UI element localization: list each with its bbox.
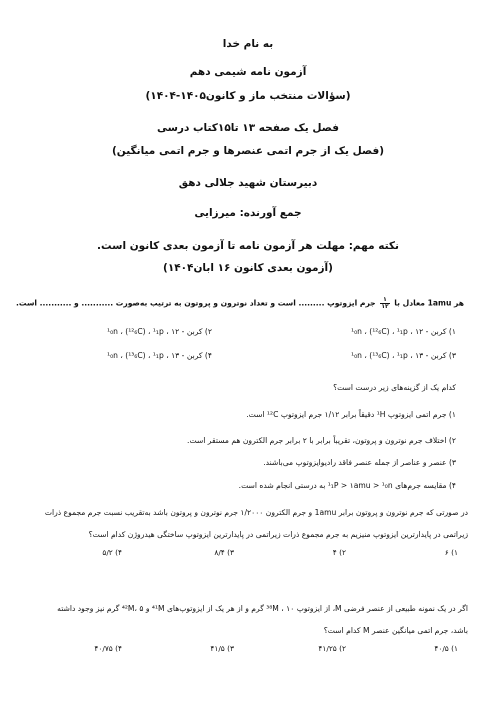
q3-option-1[interactable]: ۱) ۶ bbox=[444, 548, 458, 557]
deadline-note: نکته مهم: مهلت هر آزمون نامه تا آزمون بعدی کانون است. bbox=[97, 240, 399, 252]
question-4-line-1: اگر در یک نمونه طبیعی از عنصر فرضی M، از ایزوتوپ ³⁸M ، ۱۰ گرم و از هر یک از ایزوتوپ‌های ⁴¹M و ⁴²M، ۵ گرم نیز وجود داشته bbox=[57, 604, 468, 613]
q2-statement-2[interactable]: ۲) اختلاف جرم نوترون و پروتون، تقریباً برابر با ۲ برابر جرم الکترون هم مستقر است. bbox=[187, 436, 456, 445]
q2-statement-4[interactable]: ۴) مقایسه جرم‌های ¹₁P > ۱amu > ¹₀n به درستی انجام شده است. bbox=[238, 481, 456, 490]
chapter-topic: (فصل یک از جرم اتمی عنصرها و جرم اتمی میانگین) bbox=[111, 145, 385, 157]
basmala: به نام خدا bbox=[222, 38, 274, 50]
school-name: دبیرستان شهید جلالی دهق bbox=[178, 177, 318, 189]
q1-option-1[interactable]: ۱) کربن - ۱۲ ، ¹₀n ، (¹²₆C) ، ¹₁p bbox=[351, 327, 456, 336]
q4-option-2[interactable]: ۲) ۴۱/۲۵ bbox=[318, 644, 346, 653]
q1-option-2[interactable]: ۲) کربن - ۱۲ ، ¹₀n ، (¹²₆C) ، ¹₁p bbox=[107, 327, 212, 336]
question-1 bbox=[16, 297, 464, 310]
question-1-suffix: جرم ایزوتوپ ......... است و تعداد نوترون و پروتون به ترتیب به‌صورت ........... و ........... است. bbox=[16, 298, 376, 308]
q3-option-4[interactable]: ۴) ۵/۲ bbox=[102, 548, 122, 557]
question-4-line-2: باشد، جرم اتمی میانگین عنصر M کدام است؟ bbox=[323, 626, 468, 635]
question-2-stem: کدام یک از گزینه‌های زیر درست است؟ bbox=[333, 383, 456, 392]
q1-option-3[interactable]: ۳) کربن - ۱۳ ، ¹₀n ، (¹³₆C) ، ¹₁p bbox=[351, 351, 456, 360]
q4-option-3[interactable]: ۳) ۴۱/۵ bbox=[210, 644, 234, 653]
q4-option-1[interactable]: ۱) ۴۰/۵ bbox=[434, 644, 458, 653]
fraction-one-twelfth: $\frac{۱}{۱۲}$ bbox=[381, 296, 389, 310]
exam-title: آزمون نامه شیمی دهم bbox=[189, 66, 307, 78]
question-1-prefix: هر 1amu معادل با bbox=[394, 298, 464, 308]
author: جمع آورنده: میرزایی bbox=[194, 207, 302, 219]
q4-option-4[interactable]: ۴) ۴۰/۷۵ bbox=[94, 644, 122, 653]
q2-statement-1[interactable]: ۱) جرم اتمی ایزوتوپ ¹H دقیقاً برابر ۱/۱۲ جرم ایزوتوپ ¹²C است. bbox=[246, 410, 456, 419]
question-3-line-2: زیراتمی در پایدارترین ایزوتوپ منیزیم به جرم مجموع ذرات زیراتمی در پایدارترین ایزوتوپ ساختگی هیدروژن کدام است؟ bbox=[88, 530, 468, 539]
q3-option-2[interactable]: ۲) ۴ bbox=[332, 548, 346, 557]
chapter-range: فصل یک صفحه ۱۳ تا۱۵کتاب درسی bbox=[156, 122, 340, 134]
q2-statement-3[interactable]: ۳) عنصر و عناصر از جمله عنصر فاقد رادیوایزوتوپ می‌باشند. bbox=[263, 458, 456, 467]
question-3-line-1: در صورتی که جرم نوترون و پروتون برابر 1amu و جرم الکترون ۱/۲۰۰۰ جرم نوترون و پروتون باشد به‌تقریب نسبت جرم مجموع ذرات bbox=[44, 508, 468, 517]
exam-subtitle: (سؤالات منتخب ماز و کانون۱۴۰۵-۱۴۰۴) bbox=[145, 90, 351, 102]
q3-option-3[interactable]: ۳) ۸/۴ bbox=[214, 548, 234, 557]
next-exam-date: (آزمون بعدی کانون ۱۶ ابان۱۴۰۴) bbox=[163, 262, 333, 274]
q1-option-4[interactable]: ۴) کربن - ۱۳ ، ¹₀n ، (¹³₆C) ، ¹₁p bbox=[107, 351, 212, 360]
